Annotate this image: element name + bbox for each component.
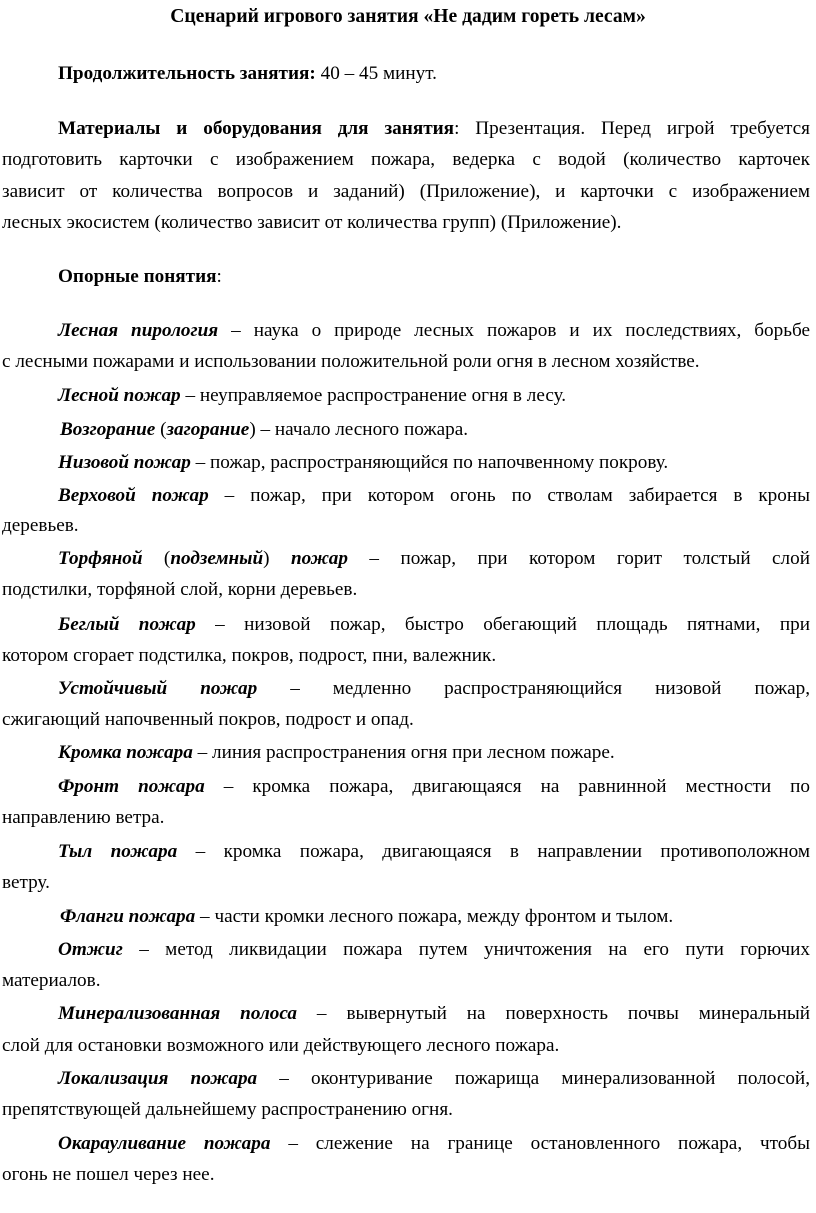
definition-term: Беглый пожар [58, 614, 196, 635]
definition-7-line-2: котором сгорает подстилка, покров, подрост, пни, валежник. [2, 645, 497, 666]
definition-6-line-2: подстилки, торфяной слой, корни деревьев. [2, 579, 358, 600]
definition-term: Лесная пирология [58, 320, 219, 341]
definition-term: Кромка пожара [58, 742, 193, 763]
definition-4-line-1 [2, 451, 810, 475]
definition-2-line-1 [2, 384, 810, 408]
definition-11-line-1 [2, 840, 810, 864]
definition-term: Лесной пожар [58, 385, 181, 406]
definition-text: – пожар, распространяющийся по напочвенному покрову. [190, 452, 669, 473]
concepts-label: Опорные понятия [58, 266, 217, 287]
definition-text: – оконтуривание пожарища минерализованной полосой, [257, 1068, 810, 1089]
definition-13-line-1 [2, 938, 810, 962]
definition-term: Устойчивый пожар [58, 678, 258, 699]
definition-term-alt: загорание [166, 419, 250, 440]
definition-6-line-1 [2, 547, 810, 571]
definition-8-line-2: сжигающий напочвенный покров, подрост и опад. [2, 709, 414, 730]
definition-text: – вывернутый на поверхность почвы минеральный [297, 1003, 811, 1024]
materials-line-3: зависит от количества вопросов и заданий) (Приложение), и карточки с изображением [2, 181, 810, 202]
definition-text: ( [142, 548, 171, 569]
duration-line [2, 62, 810, 86]
definition-term: Тыл пожара [58, 841, 178, 862]
definition-text: ( [155, 419, 167, 440]
definition-1-line-2: с лесными пожарами и использовании положительной роли огня в лесном хозяйстве. [2, 351, 700, 372]
concepts-colon: : [216, 266, 222, 287]
definition-16-line-1 [2, 1132, 810, 1156]
definition-14-line-1 [2, 1002, 810, 1026]
definition-text: ) – начало лесного пожара. [249, 419, 469, 440]
materials-text-1: : Презентация. Перед игрой требуется [454, 118, 810, 139]
definition-text: – неуправляемое распространение огня в лесу. [180, 385, 567, 406]
definition-3-line-1 [2, 418, 810, 442]
definition-15-line-2: препятствующей дальнейшему распространению огня. [2, 1099, 453, 1120]
definition-text: – наука о природе лесных пожаров и их последствиях, борьбе [218, 320, 810, 341]
definition-8-line-1 [2, 677, 810, 701]
definition-text: – медленно распространяющийся низовой пожар, [257, 678, 810, 699]
definition-term: Низовой пожар [58, 452, 191, 473]
definition-term: Локализация пожара [58, 1068, 258, 1089]
definition-term: Отжиг [58, 939, 123, 960]
definition-text: – линия распространения огня при лесном пожаре. [192, 742, 615, 763]
definition-text: – кромка пожара, двигающаяся в направлении противоположном [177, 841, 810, 862]
definition-term: Фронт пожара [58, 776, 205, 797]
definition-term: Возгорание [60, 419, 156, 440]
definition-text: – пожар, при котором огонь по стволам забирается в кроны [208, 485, 810, 506]
definition-5-line-1 [2, 484, 810, 508]
duration-label: Продолжительность занятия: [58, 63, 316, 84]
definition-1-line-1 [2, 319, 810, 343]
definition-text: – части кромки лесного пожара, между фронтом и тылом. [195, 906, 674, 927]
definition-term: Верховой пожар [58, 485, 209, 506]
definition-term-alt: подземный [170, 548, 264, 569]
definition-text: – низовой пожар, быстро обегающий площадь пятнами, при [195, 614, 810, 635]
definition-10-line-2: направлению ветра. [2, 807, 165, 828]
definition-text: – кромка пожара, двигающаяся на равнинной местности по [204, 776, 811, 797]
definition-10-line-1 [2, 775, 810, 799]
definition-term: Торфяной [58, 548, 143, 569]
definition-5-line-2: деревьев. [2, 515, 79, 536]
definition-text: ) [263, 548, 291, 569]
materials-line-1 [2, 117, 810, 141]
concepts-heading [2, 265, 810, 289]
definition-15-line-1 [2, 1067, 810, 1091]
definition-term: Окарауливание пожара [58, 1133, 271, 1154]
definition-12-line-1 [2, 905, 810, 929]
materials-line-2: подготовить карточки с изображением пожара, ведерка с водой (количество карточек [2, 149, 810, 170]
definition-text: – метод ликвидации пожара путем уничтожения на его пути горючих [122, 939, 810, 960]
materials-line-4: лесных экосистем (количество зависит от количества групп) (Приложение). [2, 212, 622, 233]
materials-label: Материалы и оборудования для занятия [58, 118, 455, 139]
definition-16-line-2: огонь не пошел через нее. [2, 1164, 215, 1185]
definition-term: Минерализованная полоса [58, 1003, 298, 1024]
duration-value: 40 – 45 минут. [315, 63, 437, 84]
document-title: Сценарий игрового занятия «Не дадим гореть лесам» [170, 6, 646, 27]
definition-11-line-2: ветру. [2, 872, 50, 893]
definition-term: Фланги пожара [60, 906, 196, 927]
definition-7-line-1 [2, 613, 810, 637]
definition-term-alt: пожар [291, 548, 348, 569]
definition-13-line-2: материалов. [2, 970, 101, 991]
definition-text: – пожар, при котором горит толстый слой [348, 548, 810, 569]
definition-14-line-2: слой для остановки возможного или действующего лесного пожара. [2, 1035, 560, 1056]
definition-9-line-1 [2, 741, 810, 765]
definition-text: – слежение на границе остановленного пожара, чтобы [270, 1133, 810, 1154]
